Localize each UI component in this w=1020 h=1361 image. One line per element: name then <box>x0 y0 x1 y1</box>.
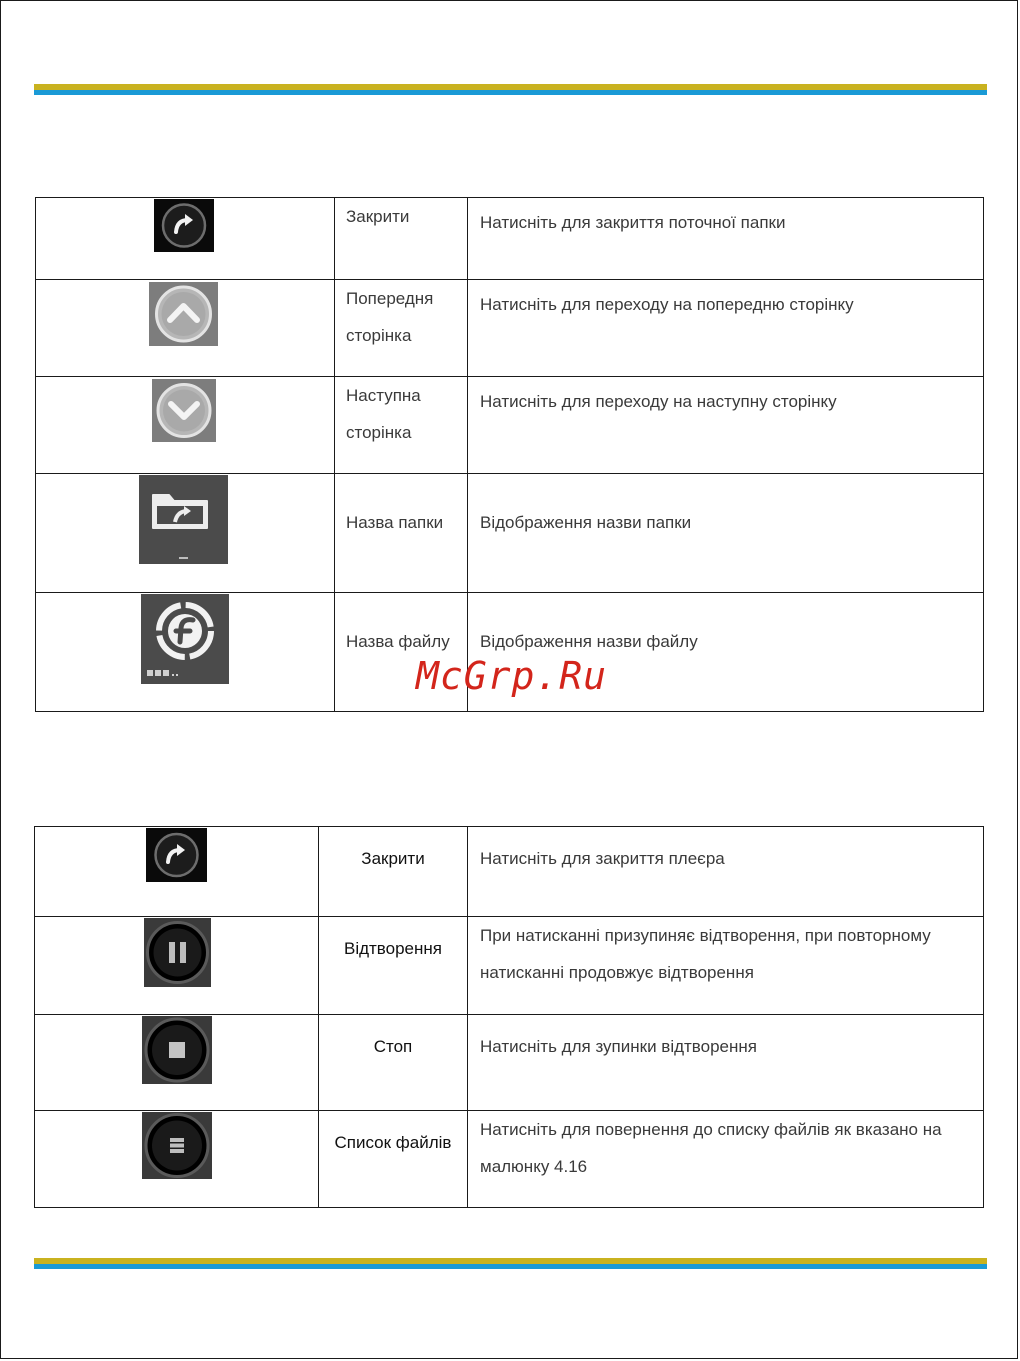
table-row <box>36 474 984 593</box>
table-row <box>35 1015 984 1111</box>
chevron-up-icon <box>149 282 218 346</box>
icon-cell <box>35 917 319 1015</box>
table-row <box>36 198 984 280</box>
control-description: Натисніть для зупинки відтворення <box>468 1015 984 1111</box>
control-description: При натисканні призупиняє відтворення, при повторному натисканні продовжує відтворення <box>468 917 984 1015</box>
control-description: Натисніть для переходу на попередню сторінку <box>468 280 984 377</box>
icon-cell <box>36 280 335 377</box>
control-name: Відтворення <box>319 917 468 1015</box>
table-row <box>35 1111 984 1208</box>
control-name: Закрити <box>319 827 468 917</box>
icon-cell <box>35 1111 319 1208</box>
control-name: Назва папки <box>335 474 468 593</box>
icon-cell <box>36 377 335 474</box>
table-row <box>35 827 984 917</box>
table-row <box>35 917 984 1015</box>
folder-controls-table <box>35 197 984 712</box>
icon-cell <box>35 827 319 917</box>
header-stripe <box>34 84 987 95</box>
chevron-down-icon <box>152 379 216 442</box>
stop-icon <box>142 1016 212 1084</box>
control-description: Натисніть для закриття плеєра <box>468 827 984 917</box>
watermark: McGrp.Ru <box>416 654 608 698</box>
control-description: Відображення назви папки <box>468 474 984 593</box>
control-name: Список файлів <box>319 1111 468 1208</box>
control-name: Попередня сторінка <box>335 280 468 377</box>
folder-icon <box>139 475 228 564</box>
icon-cell <box>35 1015 319 1111</box>
close-arrow-icon <box>154 199 214 252</box>
control-description: Натисніть для закриття поточної папки <box>468 198 984 280</box>
control-name: Наступна сторінка <box>335 377 468 474</box>
pause-icon <box>144 918 211 987</box>
flash-file-icon <box>141 594 229 684</box>
footer-stripe <box>34 1258 987 1269</box>
icon-cell <box>36 198 335 280</box>
table-row <box>36 280 984 377</box>
icon-cell <box>36 474 335 593</box>
close-arrow-icon <box>146 828 207 882</box>
icon-cell <box>36 593 335 712</box>
control-name: Закрити <box>335 198 468 280</box>
control-name: Стоп <box>319 1015 468 1111</box>
control-description: Натисніть для переходу на наступну сторінку <box>468 377 984 474</box>
file-list-icon <box>142 1112 212 1179</box>
control-description: Відображення назви файлу <box>468 593 984 712</box>
control-name: Назва файлу <box>335 593 468 712</box>
table-row <box>36 377 984 474</box>
control-description: Натисніть для повернення до списку файлів як вказано на малюнку 4.16 <box>468 1111 984 1208</box>
player-controls-table <box>34 826 984 1208</box>
